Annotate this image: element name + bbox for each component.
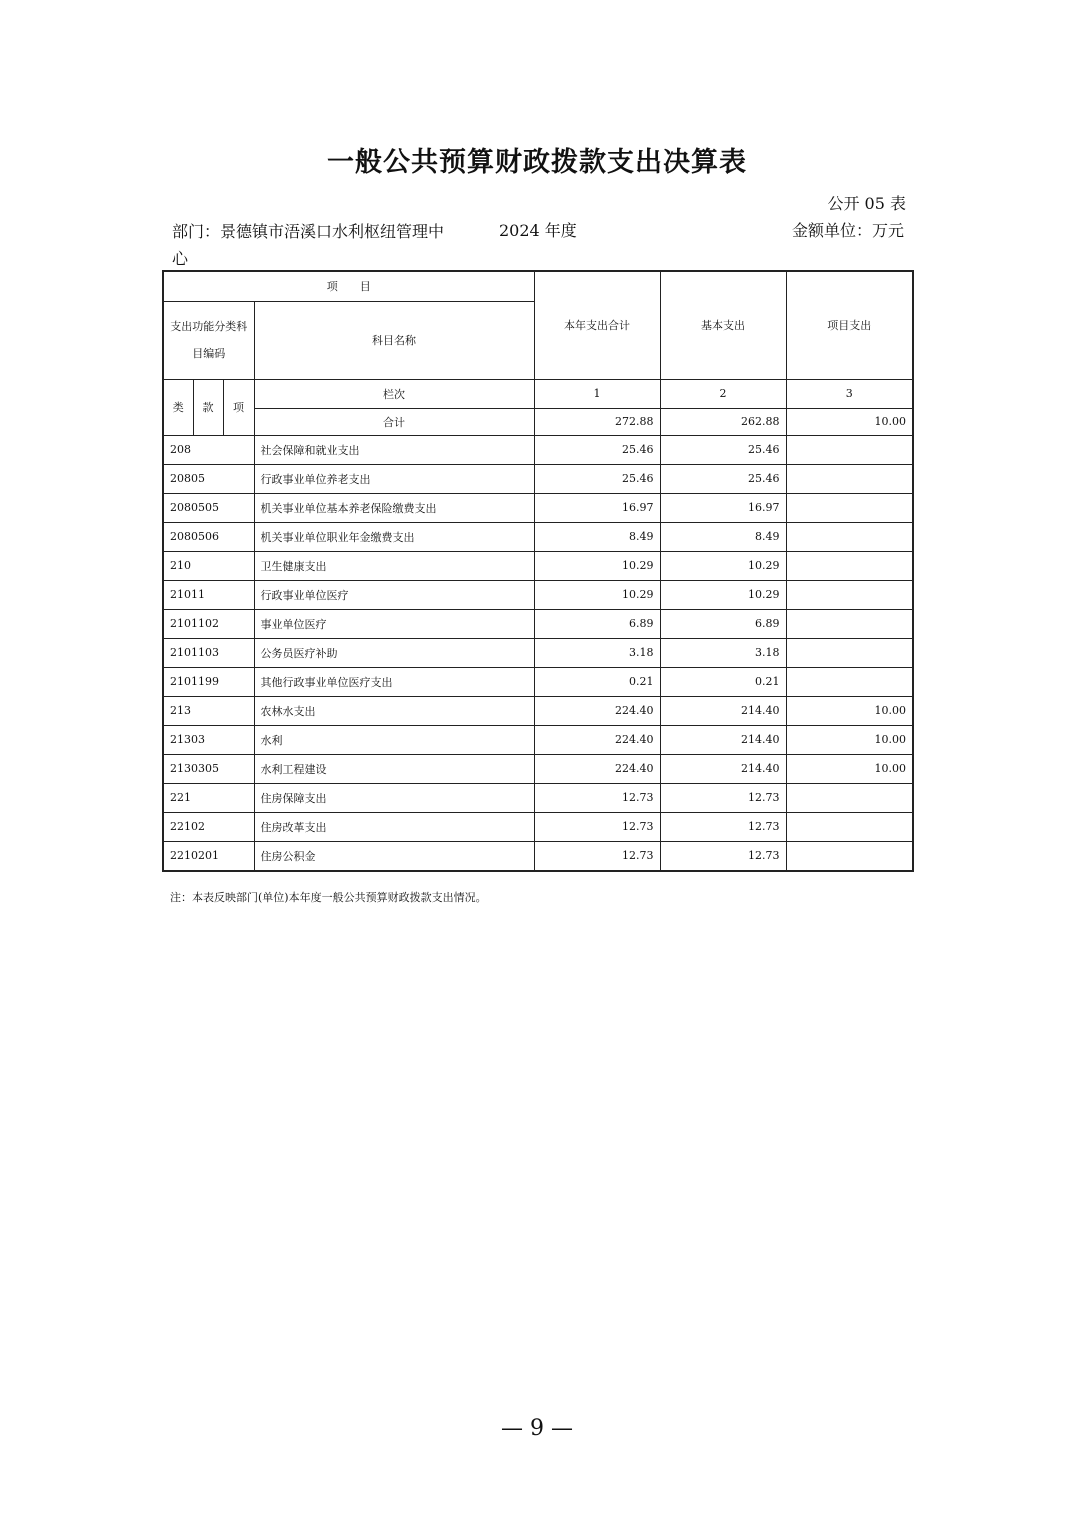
row-basic: 12.73 [660,841,786,871]
row-basic: 10.29 [660,580,786,609]
row-code: 2080506 [163,522,254,551]
row-name: 机关事业单位基本养老保险缴费支出 [254,493,534,522]
row-basic: 25.46 [660,435,786,464]
table-row [163,493,913,522]
sum-total: 272.88 [534,408,660,435]
row-name: 其他行政事业单位医疗支出 [254,667,534,696]
row-code: 210 [163,551,254,580]
row-name: 事业单位医疗 [254,609,534,638]
header-xiang: 项 [223,379,254,435]
table-row [163,841,913,871]
table-row [163,783,913,812]
row-basic: 12.73 [660,812,786,841]
row-project [786,435,913,464]
row-total: 8.49 [534,522,660,551]
header-col1: 1 [534,379,660,408]
sum-label: 合计 [254,408,534,435]
row-project [786,580,913,609]
row-basic: 6.89 [660,609,786,638]
header-func-code: 支出功能分类科目编码 [163,301,254,379]
row-project [786,609,913,638]
row-project: 10.00 [786,725,913,754]
header-basic: 基本支出 [660,271,786,379]
row-code: 208 [163,435,254,464]
sum-project: 10.00 [786,408,913,435]
row-basic: 8.49 [660,522,786,551]
row-code: 2080505 [163,493,254,522]
page-title: 一般公共预算财政拨款支出决算表 [327,147,747,178]
budget-table [162,270,914,872]
row-project [786,638,913,667]
table-row [163,522,913,551]
row-basic: 12.73 [660,783,786,812]
row-name: 卫生健康支出 [254,551,534,580]
table-note: 注：本表反映部门(单位)本年度一般公共预算财政拨款支出情况。 [170,891,487,904]
row-total: 25.46 [534,464,660,493]
table-row [163,725,913,754]
row-code: 2101199 [163,667,254,696]
row-total: 224.40 [534,754,660,783]
row-code: 2130305 [163,754,254,783]
table-row [163,551,913,580]
row-code: 21011 [163,580,254,609]
row-name: 机关事业单位职业年金缴费支出 [254,522,534,551]
row-project [786,841,913,871]
header-lei: 类 [163,379,193,435]
header-item: 项 目 [163,271,534,301]
row-project [786,551,913,580]
row-project [786,493,913,522]
table-row [163,638,913,667]
department-label: 部门：景德镇市浯溪口水利枢纽管理中心 [172,222,445,268]
row-total: 16.97 [534,493,660,522]
row-total: 12.73 [534,783,660,812]
row-name: 农林水支出 [254,696,534,725]
row-name: 水利 [254,725,534,754]
row-total: 12.73 [534,812,660,841]
row-total: 10.29 [534,580,660,609]
row-code: 2101102 [163,609,254,638]
header-subject-name: 科目名称 [254,301,534,379]
row-name: 社会保障和就业支出 [254,435,534,464]
row-basic: 3.18 [660,638,786,667]
header-col3: 3 [786,379,913,408]
row-code: 20805 [163,464,254,493]
row-project [786,464,913,493]
row-name: 水利工程建设 [254,754,534,783]
table-row [163,812,913,841]
row-code: 2101103 [163,638,254,667]
row-project [786,667,913,696]
row-project: 10.00 [786,696,913,725]
page-number: — 9 — [501,1416,573,1441]
table-row [163,464,913,493]
table-row [163,754,913,783]
row-total: 3.18 [534,638,660,667]
row-project: 10.00 [786,754,913,783]
row-name: 住房改革支出 [254,812,534,841]
row-total: 12.73 [534,841,660,871]
row-name: 住房保障支出 [254,783,534,812]
header-col2: 2 [660,379,786,408]
row-name: 行政事业单位养老支出 [254,464,534,493]
row-name: 住房公积金 [254,841,534,871]
row-code: 22102 [163,812,254,841]
row-basic: 10.29 [660,551,786,580]
row-project [786,522,913,551]
fiscal-year-label: 2024 年度 [499,221,577,240]
row-basic: 214.40 [660,754,786,783]
row-basic: 214.40 [660,725,786,754]
row-name: 公务员医疗补助 [254,638,534,667]
row-basic: 16.97 [660,493,786,522]
header-column-no: 栏次 [254,379,534,408]
row-total: 6.89 [534,609,660,638]
table-row [163,609,913,638]
row-project [786,783,913,812]
row-code: 2210201 [163,841,254,871]
header-total: 本年支出合计 [534,271,660,379]
header-project: 项目支出 [786,271,913,379]
row-basic: 214.40 [660,696,786,725]
table-row [163,667,913,696]
amount-unit-label: 金额单位：万元 [791,221,904,240]
table-row [163,580,913,609]
table-row [163,696,913,725]
row-total: 10.29 [534,551,660,580]
sum-basic: 262.88 [660,408,786,435]
header-kuan: 款 [193,379,223,435]
row-code: 21303 [163,725,254,754]
row-code: 221 [163,783,254,812]
form-number: 公开 05 表 [827,194,906,213]
row-basic: 25.46 [660,464,786,493]
row-total: 224.40 [534,725,660,754]
row-project [786,812,913,841]
table-row [163,435,913,464]
row-total: 25.46 [534,435,660,464]
row-name: 行政事业单位医疗 [254,580,534,609]
row-total: 224.40 [534,696,660,725]
row-basic: 0.21 [660,667,786,696]
row-code: 213 [163,696,254,725]
row-total: 0.21 [534,667,660,696]
